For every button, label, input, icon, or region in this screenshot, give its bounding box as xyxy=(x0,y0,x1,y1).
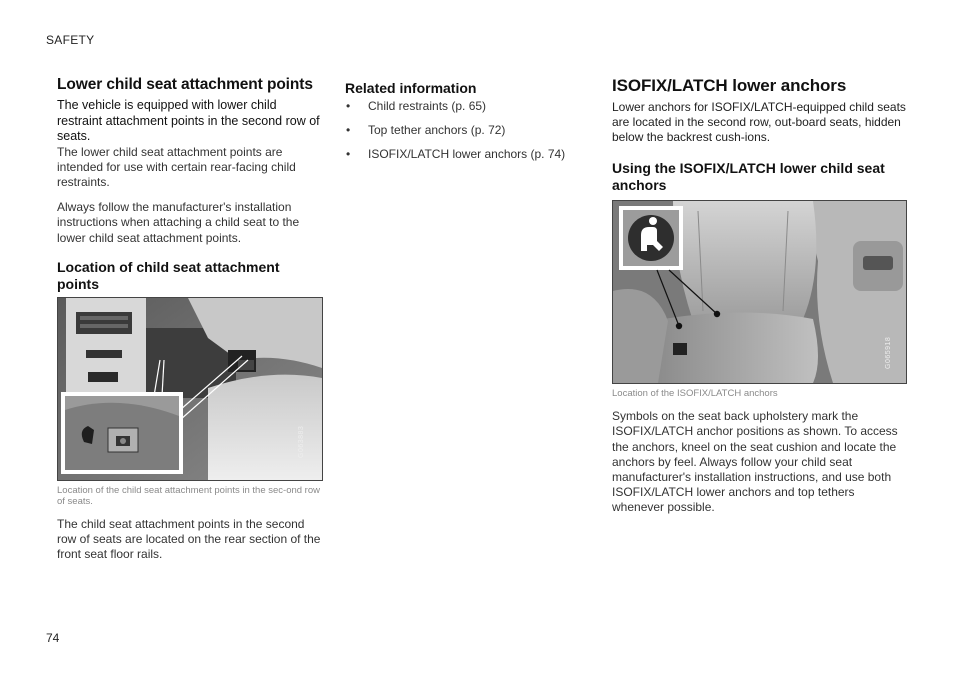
section-header: SAFETY xyxy=(46,33,95,47)
middle-column xyxy=(345,80,580,171)
article-title: ISOFIX/LATCH lower anchors xyxy=(612,76,847,95)
body-paragraph: Always follow the manufacturer's installation instructions when attaching a child seat to the lower child seat attachment points. xyxy=(57,200,300,245)
subheading: Location of child seat attachment points xyxy=(57,258,280,292)
related-link-label: Child restraints (p. 65) xyxy=(368,99,487,113)
right-column xyxy=(612,76,906,516)
figure-caption: Location of the ISOFIX/LATCH anchors xyxy=(612,387,778,399)
lead-paragraph: Lower anchors for ISOFIX/LATCH-equipped child seats are located in the second row, out-board seats, hidden below the backrest cush-ions. xyxy=(612,100,906,145)
rear-seat-illustration xyxy=(613,201,906,383)
figure-code: G063883 xyxy=(298,425,305,458)
article-title: Lower child seat attachment points xyxy=(57,76,313,93)
related-link[interactable] xyxy=(345,123,580,138)
bullet: • xyxy=(346,123,351,137)
figure-code: G065918 xyxy=(885,336,892,369)
related-link-label: Top tether anchors (p. 72) xyxy=(368,123,506,137)
body-paragraph: The child seat attachment points in the second row of seats are located on the rear section of the front seat floor rails. xyxy=(57,516,321,562)
body-paragraph: Symbols on the seat back upholstery mark the ISOFIX/LATCH anchor positions as shown. To access the anchors, kneel on the seat cushion and locate the anchors by feel. Always follow your child seat manufacturer's installation instructions, and use both ISOFIX/LATCH lower anchors and top tethers whenever possible. xyxy=(612,409,898,515)
related-information-heading: Related information xyxy=(345,80,477,96)
related-link-label: ISOFIX/LATCH lower anchors (p. 74) xyxy=(368,147,566,161)
page-number: 74 xyxy=(46,631,60,645)
isofix-anchor-figure xyxy=(612,200,907,384)
subheading: Using the ISOFIX/LATCH lower child seat anchors xyxy=(612,159,885,193)
left-column xyxy=(57,76,322,562)
bullet: • xyxy=(346,99,351,113)
child-seat-attachment-figure xyxy=(57,297,323,481)
related-links-list xyxy=(345,99,580,162)
bullet: • xyxy=(346,147,351,161)
related-link[interactable] xyxy=(345,147,580,162)
body-paragraph: The lower child seat attachment points are intended for use with certain rear-facing child restraints. xyxy=(57,144,296,189)
figure-caption: Location of the child seat attachment points in the sec-ond row of seats. xyxy=(57,484,320,508)
lead-paragraph: The vehicle is equipped with lower child restraint attachment points in the second row of seats. xyxy=(57,98,320,143)
seat-floor-illustration xyxy=(58,298,322,480)
related-link[interactable] xyxy=(345,99,580,114)
